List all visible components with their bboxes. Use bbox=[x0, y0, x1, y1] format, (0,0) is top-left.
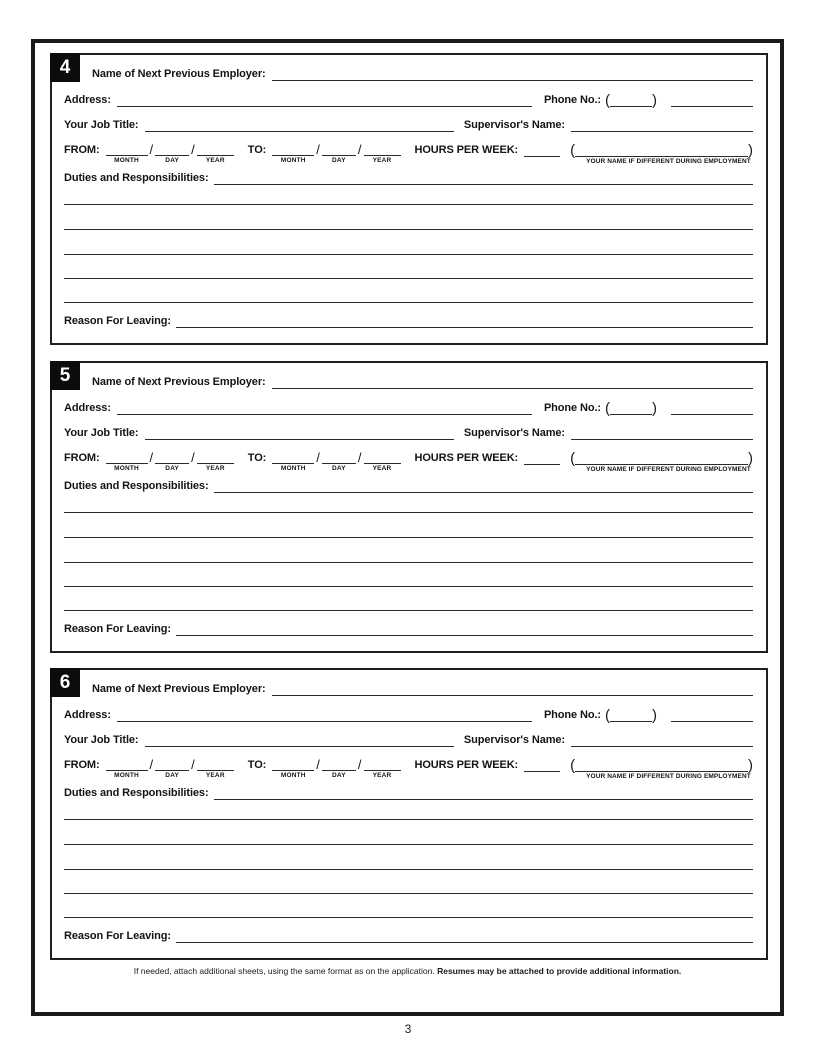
day-sublabel: DAY bbox=[332, 157, 346, 164]
duties-row bbox=[64, 785, 753, 801]
from-month-input-line[interactable] bbox=[106, 450, 148, 464]
dates-row bbox=[64, 757, 753, 780]
from-year-input-line[interactable] bbox=[197, 450, 234, 464]
duties-writing-line[interactable] bbox=[64, 229, 753, 230]
to-day-input-line[interactable] bbox=[322, 450, 356, 464]
day-sublabel: DAY bbox=[165, 157, 180, 164]
name-if-different-input-line[interactable] bbox=[575, 757, 748, 772]
open-paren: ( bbox=[570, 450, 576, 467]
reason-input-line[interactable] bbox=[176, 313, 753, 328]
phone-number-input-line[interactable] bbox=[671, 92, 753, 107]
from-day-input-line[interactable] bbox=[155, 450, 189, 464]
section-number-badge: 6 bbox=[50, 668, 80, 697]
date-separator: / bbox=[149, 450, 154, 465]
employer-label: Name of Next Previous Employer: bbox=[92, 683, 266, 695]
to-day-input-line[interactable] bbox=[322, 757, 356, 771]
open-paren: ( bbox=[570, 757, 576, 774]
dates-row bbox=[64, 450, 753, 473]
to-year-field[interactable] bbox=[364, 757, 401, 780]
duties-input-line[interactable] bbox=[214, 170, 753, 185]
address-row bbox=[64, 707, 753, 724]
area-code-input-line[interactable] bbox=[610, 707, 652, 722]
supervisor-label: Supervisor's Name: bbox=[463, 119, 565, 131]
month-sublabel: MONTH bbox=[280, 772, 306, 779]
address-input-line[interactable] bbox=[117, 707, 532, 722]
employer-input-line[interactable] bbox=[272, 66, 753, 81]
page-number: 3 bbox=[404, 1022, 412, 1036]
phone-label: Phone No.: bbox=[543, 709, 601, 721]
from-month-field[interactable] bbox=[106, 757, 148, 780]
address-label: Address: bbox=[64, 709, 111, 721]
from-day-field[interactable] bbox=[155, 142, 189, 165]
from-year-field[interactable] bbox=[197, 142, 234, 165]
phone-label: Phone No.: bbox=[543, 94, 601, 106]
supervisor-label: Supervisor's Name: bbox=[463, 734, 565, 746]
note-bold-text: Resumes may be attached to provide additional information. bbox=[437, 966, 682, 976]
duties-writing-line[interactable] bbox=[64, 917, 753, 918]
day-sublabel: DAY bbox=[332, 772, 346, 779]
name-if-different-caption: YOUR NAME IF DIFFERENT DURING EMPLOYMENT bbox=[586, 158, 751, 165]
close-paren: ) bbox=[652, 707, 657, 724]
job-title-input-line[interactable] bbox=[145, 425, 454, 440]
duties-row bbox=[64, 478, 753, 494]
supervisor-input-line[interactable] bbox=[571, 732, 753, 747]
hours-input-line[interactable] bbox=[524, 757, 560, 772]
close-paren: ) bbox=[748, 142, 753, 159]
to-month-input-line[interactable] bbox=[272, 142, 314, 156]
employer-row bbox=[92, 66, 753, 82]
duties-writing-line[interactable] bbox=[64, 869, 753, 870]
hours-input-line[interactable] bbox=[524, 450, 560, 465]
date-separator: / bbox=[149, 757, 154, 772]
duties-writing-line[interactable] bbox=[64, 562, 753, 563]
duties-writing-line[interactable] bbox=[64, 819, 753, 820]
hours-input-line[interactable] bbox=[524, 142, 560, 157]
from-day-field[interactable] bbox=[155, 450, 189, 473]
name-if-different-caption: YOUR NAME IF DIFFERENT DURING EMPLOYMENT bbox=[586, 466, 751, 473]
from-month-field[interactable] bbox=[106, 450, 148, 473]
month-sublabel: MONTH bbox=[280, 157, 306, 164]
to-month-field[interactable] bbox=[272, 757, 314, 780]
job-title-input-line[interactable] bbox=[145, 732, 454, 747]
month-sublabel: MONTH bbox=[114, 157, 139, 164]
date-separator: / bbox=[357, 450, 362, 465]
previous-employer-section-6 bbox=[50, 668, 768, 960]
address-input-line[interactable] bbox=[117, 400, 532, 415]
year-sublabel: YEAR bbox=[205, 772, 225, 779]
month-sublabel: MONTH bbox=[114, 772, 139, 779]
name-if-different-input-line[interactable] bbox=[575, 450, 748, 465]
employer-input-line[interactable] bbox=[272, 374, 753, 389]
note-regular-text: If needed, attach additional sheets, using the same format as on the application. bbox=[133, 966, 438, 976]
date-separator: / bbox=[191, 450, 195, 465]
to-month-field[interactable] bbox=[272, 142, 314, 165]
hours-per-week-label: HOURS PER WEEK: bbox=[414, 452, 519, 464]
close-paren: ) bbox=[652, 400, 657, 417]
from-year-input-line[interactable] bbox=[197, 757, 234, 771]
month-sublabel: MONTH bbox=[280, 465, 306, 472]
address-label: Address: bbox=[64, 94, 111, 106]
area-code-input-line[interactable] bbox=[610, 92, 652, 107]
to-label: TO: bbox=[247, 759, 267, 771]
employer-row bbox=[92, 681, 753, 697]
address-input-line[interactable] bbox=[117, 92, 532, 107]
from-month-field[interactable] bbox=[106, 142, 148, 165]
job-title-label: Your Job Title: bbox=[64, 734, 139, 746]
from-label: FROM: bbox=[64, 759, 100, 771]
duties-row bbox=[64, 170, 753, 186]
from-label: FROM: bbox=[64, 452, 100, 464]
duties-label: Duties and Responsibilities: bbox=[64, 172, 209, 184]
name-if-different-input-line[interactable] bbox=[575, 142, 748, 157]
job-title-input-line[interactable] bbox=[145, 117, 454, 132]
name-if-different-group bbox=[570, 142, 753, 165]
address-label: Address: bbox=[64, 402, 111, 414]
attach-sheets-note bbox=[31, 966, 784, 977]
duties-input-line[interactable] bbox=[214, 785, 753, 800]
from-day-input-line[interactable] bbox=[155, 142, 189, 156]
employer-label: Name of Next Previous Employer: bbox=[92, 376, 266, 388]
duties-writing-line[interactable] bbox=[64, 278, 753, 279]
month-sublabel: MONTH bbox=[114, 465, 139, 472]
supervisor-input-line[interactable] bbox=[571, 425, 753, 440]
reason-row bbox=[64, 621, 753, 637]
phone-label: Phone No.: bbox=[543, 402, 601, 414]
supervisor-label: Supervisor's Name: bbox=[463, 427, 565, 439]
duties-writing-line[interactable] bbox=[64, 204, 753, 205]
duties-writing-line[interactable] bbox=[64, 844, 753, 845]
reason-row bbox=[64, 928, 753, 944]
reason-for-leaving-label: Reason For Leaving: bbox=[64, 315, 171, 327]
year-sublabel: YEAR bbox=[205, 465, 225, 472]
reason-for-leaving-label: Reason For Leaving: bbox=[64, 623, 171, 635]
to-year-field[interactable] bbox=[364, 450, 401, 473]
to-year-input-line[interactable] bbox=[364, 142, 401, 156]
from-year-field[interactable] bbox=[197, 450, 234, 473]
duties-writing-line[interactable] bbox=[64, 893, 753, 894]
job-title-row bbox=[64, 732, 753, 748]
duties-writing-line[interactable] bbox=[64, 512, 753, 513]
duties-writing-line[interactable] bbox=[64, 586, 753, 587]
reason-input-line[interactable] bbox=[176, 621, 753, 636]
from-year-field[interactable] bbox=[197, 757, 234, 780]
date-separator: / bbox=[316, 142, 320, 157]
address-row bbox=[64, 92, 753, 109]
reason-for-leaving-label: Reason For Leaving: bbox=[64, 930, 171, 942]
duties-writing-line[interactable] bbox=[64, 302, 753, 303]
to-day-input-line[interactable] bbox=[322, 142, 356, 156]
hours-per-week-label: HOURS PER WEEK: bbox=[414, 759, 519, 771]
day-sublabel: DAY bbox=[165, 772, 180, 779]
to-label: TO: bbox=[247, 452, 267, 464]
to-day-field[interactable] bbox=[322, 757, 356, 780]
date-separator: / bbox=[316, 450, 320, 465]
year-sublabel: YEAR bbox=[372, 157, 392, 164]
from-label: FROM: bbox=[64, 144, 100, 156]
phone-number-input-line[interactable] bbox=[671, 400, 753, 415]
reason-row bbox=[64, 313, 753, 329]
close-paren: ) bbox=[652, 92, 657, 109]
section-number-badge: 5 bbox=[50, 361, 80, 390]
open-paren: ( bbox=[570, 142, 576, 159]
open-paren: ( bbox=[605, 707, 610, 724]
duties-label: Duties and Responsibilities: bbox=[64, 480, 209, 492]
employer-label: Name of Next Previous Employer: bbox=[92, 68, 266, 80]
to-month-field[interactable] bbox=[272, 450, 314, 473]
previous-employer-section-5 bbox=[50, 361, 768, 653]
to-year-field[interactable] bbox=[364, 142, 401, 165]
year-sublabel: YEAR bbox=[205, 157, 225, 164]
previous-employer-section-4 bbox=[50, 53, 768, 345]
date-separator: / bbox=[357, 757, 362, 772]
date-separator: / bbox=[191, 142, 195, 157]
duties-writing-line[interactable] bbox=[64, 254, 753, 255]
reason-input-line[interactable] bbox=[176, 928, 753, 943]
to-day-field[interactable] bbox=[322, 450, 356, 473]
day-sublabel: DAY bbox=[165, 465, 180, 472]
date-separator: / bbox=[191, 757, 195, 772]
close-paren: ) bbox=[748, 450, 753, 467]
name-if-different-group bbox=[570, 450, 753, 473]
duties-writing-line[interactable] bbox=[64, 537, 753, 538]
to-month-input-line[interactable] bbox=[272, 757, 314, 771]
date-separator: / bbox=[316, 757, 320, 772]
day-sublabel: DAY bbox=[332, 465, 346, 472]
year-sublabel: YEAR bbox=[372, 772, 392, 779]
open-paren: ( bbox=[605, 400, 610, 417]
address-row bbox=[64, 400, 753, 417]
open-paren: ( bbox=[605, 92, 610, 109]
section-number-badge: 4 bbox=[50, 53, 80, 82]
to-year-input-line[interactable] bbox=[364, 450, 401, 464]
from-year-input-line[interactable] bbox=[197, 142, 234, 156]
date-separator: / bbox=[357, 142, 362, 157]
duties-input-line[interactable] bbox=[214, 478, 753, 493]
from-month-input-line[interactable] bbox=[106, 142, 148, 156]
dates-row bbox=[64, 142, 753, 165]
from-month-input-line[interactable] bbox=[106, 757, 148, 771]
year-sublabel: YEAR bbox=[372, 465, 392, 472]
from-day-field[interactable] bbox=[155, 757, 189, 780]
from-day-input-line[interactable] bbox=[155, 757, 189, 771]
hours-per-week-label: HOURS PER WEEK: bbox=[414, 144, 519, 156]
close-paren: ) bbox=[748, 757, 753, 774]
duties-label: Duties and Responsibilities: bbox=[64, 787, 209, 799]
to-month-input-line[interactable] bbox=[272, 450, 314, 464]
name-if-different-group bbox=[570, 757, 753, 780]
area-code-input-line[interactable] bbox=[610, 400, 652, 415]
name-if-different-caption: YOUR NAME IF DIFFERENT DURING EMPLOYMENT bbox=[586, 773, 751, 780]
employer-input-line[interactable] bbox=[272, 681, 753, 696]
job-title-label: Your Job Title: bbox=[64, 119, 139, 131]
job-title-row bbox=[64, 117, 753, 133]
duties-writing-line[interactable] bbox=[64, 610, 753, 611]
to-year-input-line[interactable] bbox=[364, 757, 401, 771]
supervisor-input-line[interactable] bbox=[571, 117, 753, 132]
to-label: TO: bbox=[247, 144, 267, 156]
date-separator: / bbox=[149, 142, 154, 157]
employer-row bbox=[92, 374, 753, 390]
to-day-field[interactable] bbox=[322, 142, 356, 165]
job-title-label: Your Job Title: bbox=[64, 427, 139, 439]
phone-number-input-line[interactable] bbox=[671, 707, 753, 722]
job-title-row bbox=[64, 425, 753, 441]
